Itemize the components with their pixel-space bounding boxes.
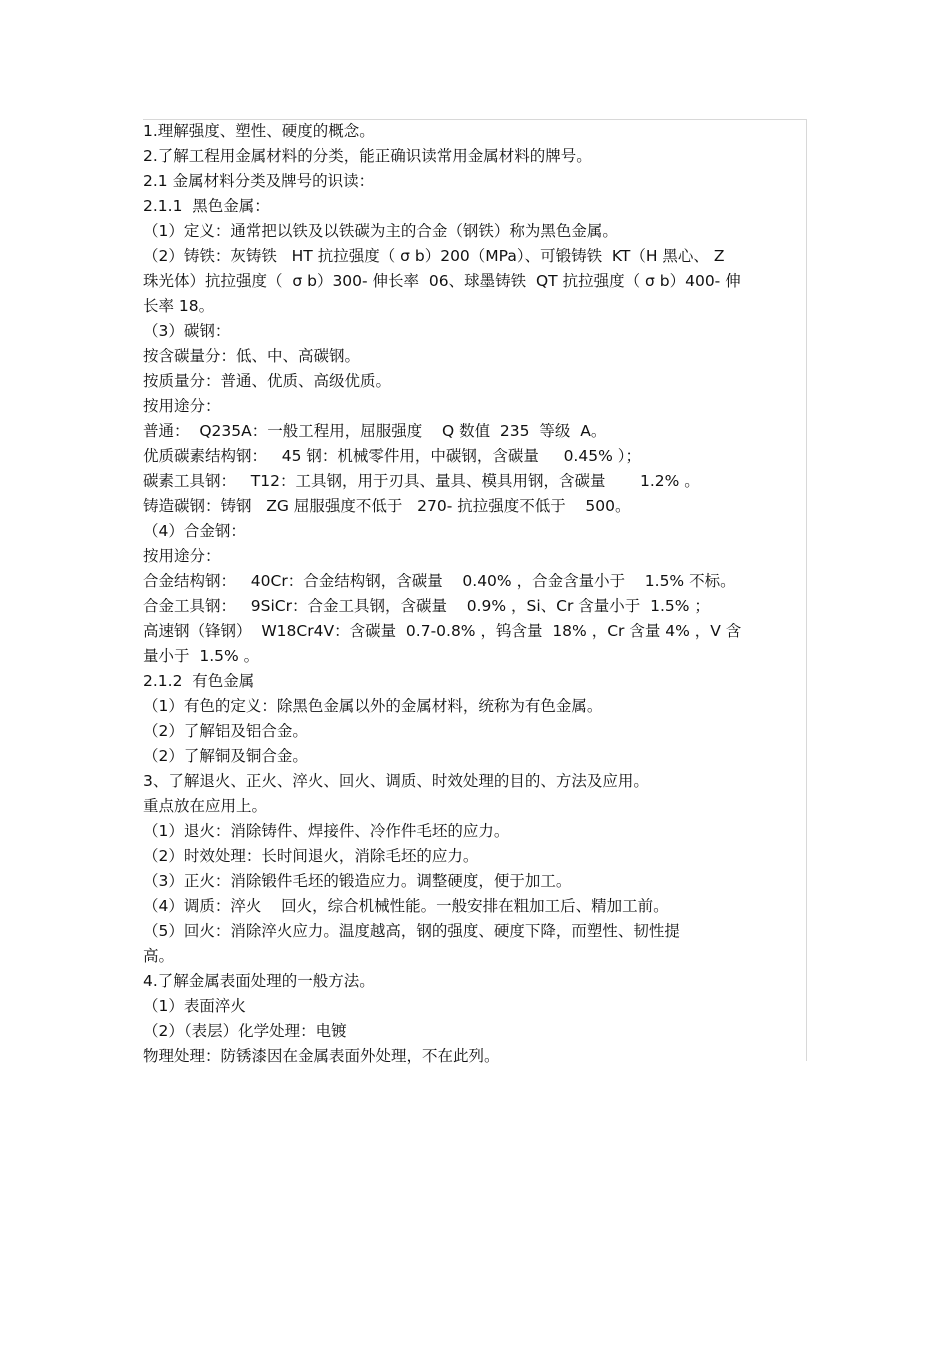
text-line: （2）了解铜及铜合金。 — [143, 747, 308, 765]
text-line: 2.了解工程用金属材料的分类，能正确识读常用金属材料的牌号。 — [143, 147, 592, 165]
section-heading: 2.1.2 有色金属 — [143, 672, 255, 690]
text-line: 普通： Q235A：一般工程用，屈服强度 Q 数值 235 等级 A。 — [143, 422, 607, 440]
text-line: 按用途分： — [143, 547, 221, 565]
text-line: （4）调质：淬火 回火，综合机械性能。一般安排在粗加工后、精加工前。 — [143, 897, 669, 915]
text-line: 3、了解退火、正火、淬火、回火、调质、时效处理的目的、方法及应用。 — [143, 772, 649, 790]
text-line: 铸造碳钢：铸钢 ZG 屈服强度不低于 270- 抗拉强度不低于 500。 — [143, 497, 631, 515]
text-line: （1）表面淬火 — [143, 997, 246, 1015]
text-line: 按含碳量分：低、中、高碳钢。 — [143, 347, 361, 365]
text-line: 4.了解金属表面处理的一般方法。 — [143, 972, 375, 990]
text-line: 高。 — [143, 947, 175, 965]
text-line: 珠光体）抗拉强度（ σ b）300- 伸长率 06、球墨铸铁 QT 抗拉强度（ σ b）400- 伸 — [143, 272, 741, 290]
text-line: （2）了解铝及铝合金。 — [143, 722, 308, 740]
text-line: 长率 18。 — [143, 297, 215, 315]
text-line: 量小于 1.5% 。 — [143, 647, 260, 665]
text-line: （3）碳钢： — [143, 322, 231, 340]
text-line: （2）（表层）化学处理：电镀 — [143, 1022, 347, 1040]
section-heading: 2.1 金属材料分类及牌号的识读： — [143, 172, 375, 190]
text-line: 按用途分： — [143, 397, 221, 415]
text-line: 碳素工具钢： T12：工具钢，用于刃具、量具、模具用钢，含碳量 1.2% 。 — [143, 472, 700, 490]
text-line: （3）正火：消除锻件毛坯的锻造应力。调整硬度，便于加工。 — [143, 872, 572, 890]
text-line: 按质量分：普通、优质、高级优质。 — [143, 372, 392, 390]
text-line: 合金结构钢： 40Cr：合金结构钢，含碳量 0.40% ，合金含量小于 1.5% 不标。 — [143, 572, 736, 590]
text-line: 物理处理：防锈漆因在金属表面外处理，不在此列。 — [143, 1047, 500, 1065]
text-line: 优质碳素结构钢： 45 钢：机械零件用，中碳钢，含碳量 0.45% ）； — [143, 447, 641, 465]
text-line: （2）铸铁：灰铸铁 HT 抗拉强度（ σ b）200（MPa）、可锻铸铁 KT（H 黑心、 Z — [143, 247, 725, 265]
section-heading: 2.1.1 黑色金属： — [143, 197, 270, 215]
document-body — [143, 119, 807, 1069]
text-line: 1.理解强度、塑性、硬度的概念。 — [143, 122, 375, 140]
text-line: （4）合金钢： — [143, 522, 246, 540]
text-line: （1）退火：消除铸件、焊接件、冷作件毛坯的应力。 — [143, 822, 510, 840]
text-line: 合金工具钢： 9SiCr：合金工具钢，含碳量 0.9% ，Si、Cr 含量小于 1.5% ； — [143, 597, 710, 615]
text-line: （2）时效处理：长时间退火，消除毛坯的应力。 — [143, 847, 479, 865]
text-line: 高速钢（锋钢） W18Cr4V：含碳量 0.7-0.8% ，钨含量 18% ，Cr 含量 4% ，V 含 — [143, 622, 742, 640]
text-line: （5）回火：消除淬火应力。温度越高，钢的强度、硬度下降，而塑性、韧性提 — [143, 922, 680, 940]
text-line: 重点放在应用上。 — [143, 797, 268, 815]
text-line: （1）定义：通常把以铁及以铁碳为主的合金（钢铁）称为黑色金属。 — [143, 222, 618, 240]
text-line: （1）有色的定义：除黑色金属以外的金属材料，统称为有色金属。 — [143, 697, 603, 715]
